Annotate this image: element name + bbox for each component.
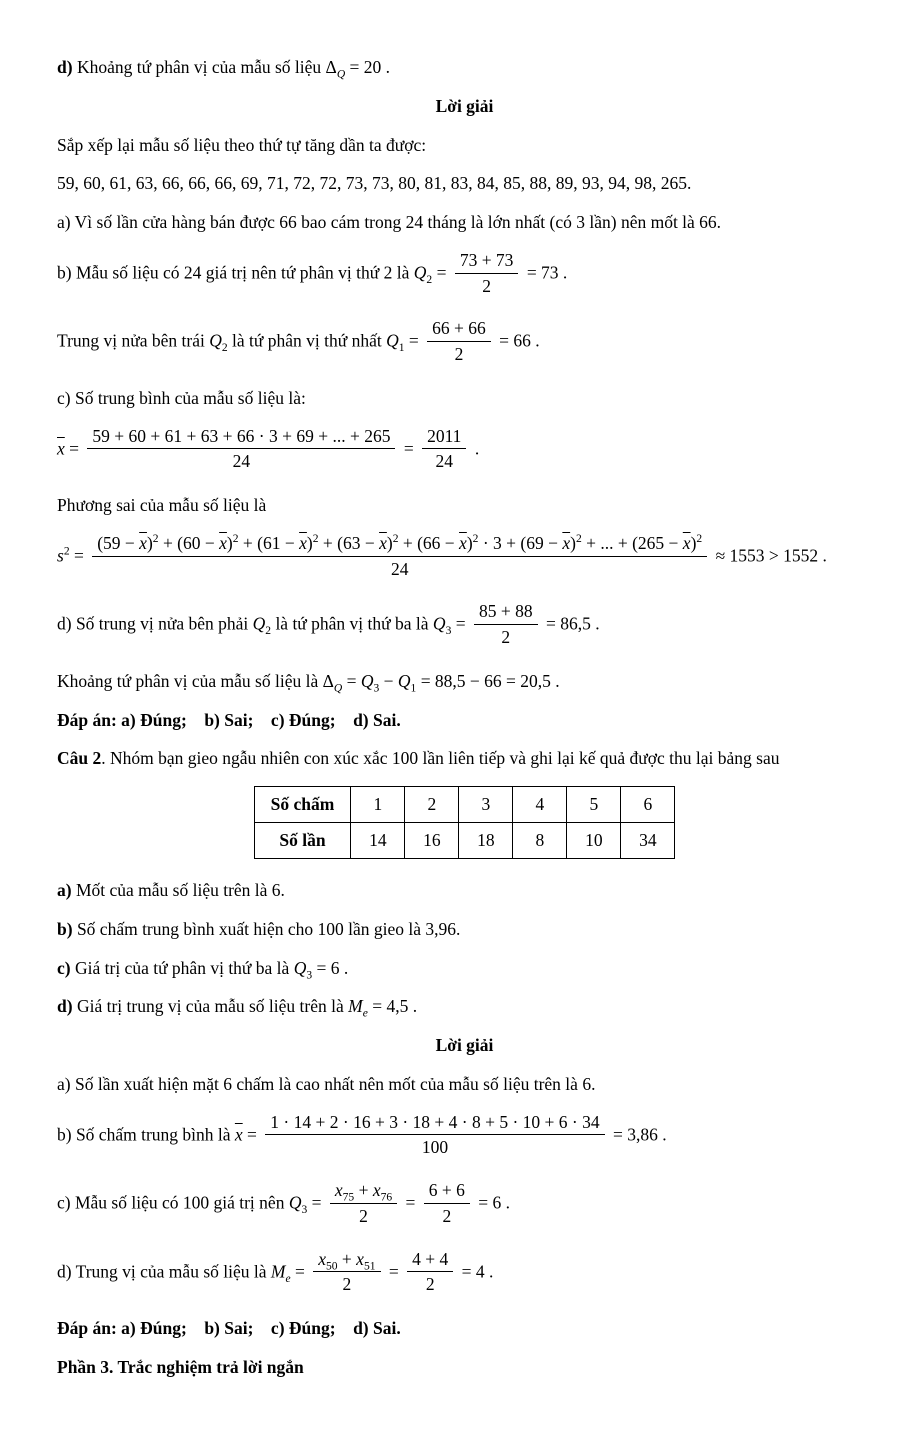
table-row-so-lan bbox=[254, 823, 675, 859]
q2-answer-line: Đáp án: a) Đúng; b) Sai; c) Đúng; d) Sai. bbox=[57, 1318, 401, 1338]
q2-solution-d: d) Trung vị của mẫu số liệu là $M_e$ = $\frac{x_{50} + x_{51}}{2}$ = $\frac{4 + 4}{2}$ = 4 . bbox=[57, 1248, 494, 1295]
table-cell-points-5: 5 bbox=[567, 787, 621, 823]
table-cell-points-1: 1 bbox=[351, 787, 405, 823]
part3-heading: Phần 3. Trắc nghiệm trả lời ngắn bbox=[57, 1356, 304, 1377]
solution-heading-1: Lời giải bbox=[435, 95, 494, 116]
q1-variance-note: Phương sai của mẫu số liệu là bbox=[57, 495, 267, 515]
table-cell-points-4: 4 bbox=[513, 787, 567, 823]
table-cell-freq-5: 10 bbox=[567, 823, 621, 859]
sort-note: Sắp xếp lại mẫu số liệu theo thứ tự tăng dần ta được: bbox=[57, 134, 427, 155]
q2-stem: Câu 2. Nhóm bạn gieo ngẫu nhiên con xúc xắc 100 lần liên tiếp và ghi lại kế quả được thu lại bảng sau bbox=[57, 748, 780, 769]
table-header-so-cham: Số chấm bbox=[254, 787, 351, 823]
q1-variance-formula: $s^2$ = $(59 - \overline{x})^2 + (60 - \overline{x})^2 + (61 - \overline{x})^2 + (63 - \overline{x})^2 + (66 - \overline{x})^2 \cdot 3 + (69 - \overline{x})^2$ + ... + $(265 - \overline{x})^2$ 24 ≈ 1553 > 1552 . bbox=[57, 532, 827, 579]
table-cell-freq-4: 8 bbox=[513, 823, 567, 859]
q2-statement-d: d) Giá trị trung vị của mẫu số liệu trên là $M_e = 4,5$ . bbox=[57, 996, 418, 1020]
table-cell-freq-3: 18 bbox=[459, 823, 513, 859]
q2-statement-a: a) Mốt của mẫu số liệu trên là 6. bbox=[57, 880, 285, 900]
q1-solution-b: b) Mẫu số liệu có 24 giá trị nên tứ phân vị thứ 2 là $Q_2$ = $\frac{73 + 73}{2}$ = 73 . bbox=[57, 249, 568, 296]
table-cell-freq-1: 14 bbox=[351, 823, 405, 859]
table-cell-points-6: 6 bbox=[621, 787, 675, 823]
dice-frequency-table bbox=[254, 786, 676, 859]
q1-mean-formula: $\overline{x}$ = $\frac{59 + 60 + 61 + 63 + 66 \cdot 3 + 69 + ... + 265}{24}$ = $\frac{2011}{24}$ . bbox=[57, 425, 480, 472]
q2-statement-c: c) Giá trị của tứ phân vị thứ ba là $Q_3 = 6$ . bbox=[57, 957, 349, 981]
q2-statement-b: b) Số chấm trung bình xuất hiện cho 100 lần gieo là 3,96. bbox=[57, 918, 461, 939]
table-row-so-cham bbox=[254, 787, 675, 823]
table-cell-points-3: 3 bbox=[459, 787, 513, 823]
solution-heading-2: Lời giải bbox=[435, 1035, 494, 1055]
q2-solution-a: a) Số lần xuất hiện mặt 6 chấm là cao nhất nên mốt của mẫu số liệu trên là 6. bbox=[57, 1073, 596, 1094]
table-cell-freq-6: 34 bbox=[621, 823, 675, 859]
q2-solution-c: c) Mẫu số liệu có 100 giá trị nên $Q_3$ = $\frac{x_{75} + x_{76}}{2}$ = $\frac{6 + 6}{2}$ = 6 . bbox=[57, 1180, 511, 1226]
q1-solution-d: d) Số trung vị nửa bên phải $Q_2$ là tứ phân vị thứ ba là $Q_3$ = $\frac{85 + 88}{2}$ = 86,5 . bbox=[57, 601, 600, 647]
q1-solution-c: c) Số trung bình của mẫu số liệu là: bbox=[57, 387, 306, 408]
table-header-so-lan: Số lần bbox=[254, 823, 351, 859]
q1-iqr-line: Khoảng tứ phân vị của mẫu số liệu là $\Delta_Q = Q_3 - Q_1 = 88,5 - 66 = 20,5$ . bbox=[57, 670, 560, 695]
q1-solution-a: a) Vì số lần cửa hàng bán được 66 bao cám trong 24 tháng là lớn nhất (có 3 lần) nên mốt là 66. bbox=[57, 212, 722, 232]
q2-solution-b: b) Số chấm trung bình là $\overline{x}$ = $\frac{1 \cdot 14 + 2 \cdot 16 + 3 \cdot 18 + 4 \cdot 8 + 5 \cdot 10 + 6 \cdot 34}{100}$ = 3,86 . bbox=[57, 1111, 667, 1158]
table-cell-points-2: 2 bbox=[405, 787, 459, 823]
q1-answer-line: Đáp án: a) Đúng; b) Sai; c) Đúng; d) Sai. bbox=[57, 709, 401, 730]
q1-solution-b-median-left: Trung vị nửa bên trái $Q_2$ là tứ phân vị thứ nhất $Q_1$ = $\frac{66 + 66}{2}$ = 66 . bbox=[57, 318, 540, 364]
table-cell-freq-2: 16 bbox=[405, 823, 459, 859]
q1-statement-d: d) Khoảng tứ phân vị của mẫu số liệu $\Delta_Q = 20$ . bbox=[57, 57, 391, 81]
sorted-data-line: 59, 60, 61, 63, 66, 66, 66, 69, 71, 72, 72, 73, 73, 80, 81, 83, 84, 85, 88, 89, 93, 94, 98, 265. bbox=[57, 173, 692, 194]
